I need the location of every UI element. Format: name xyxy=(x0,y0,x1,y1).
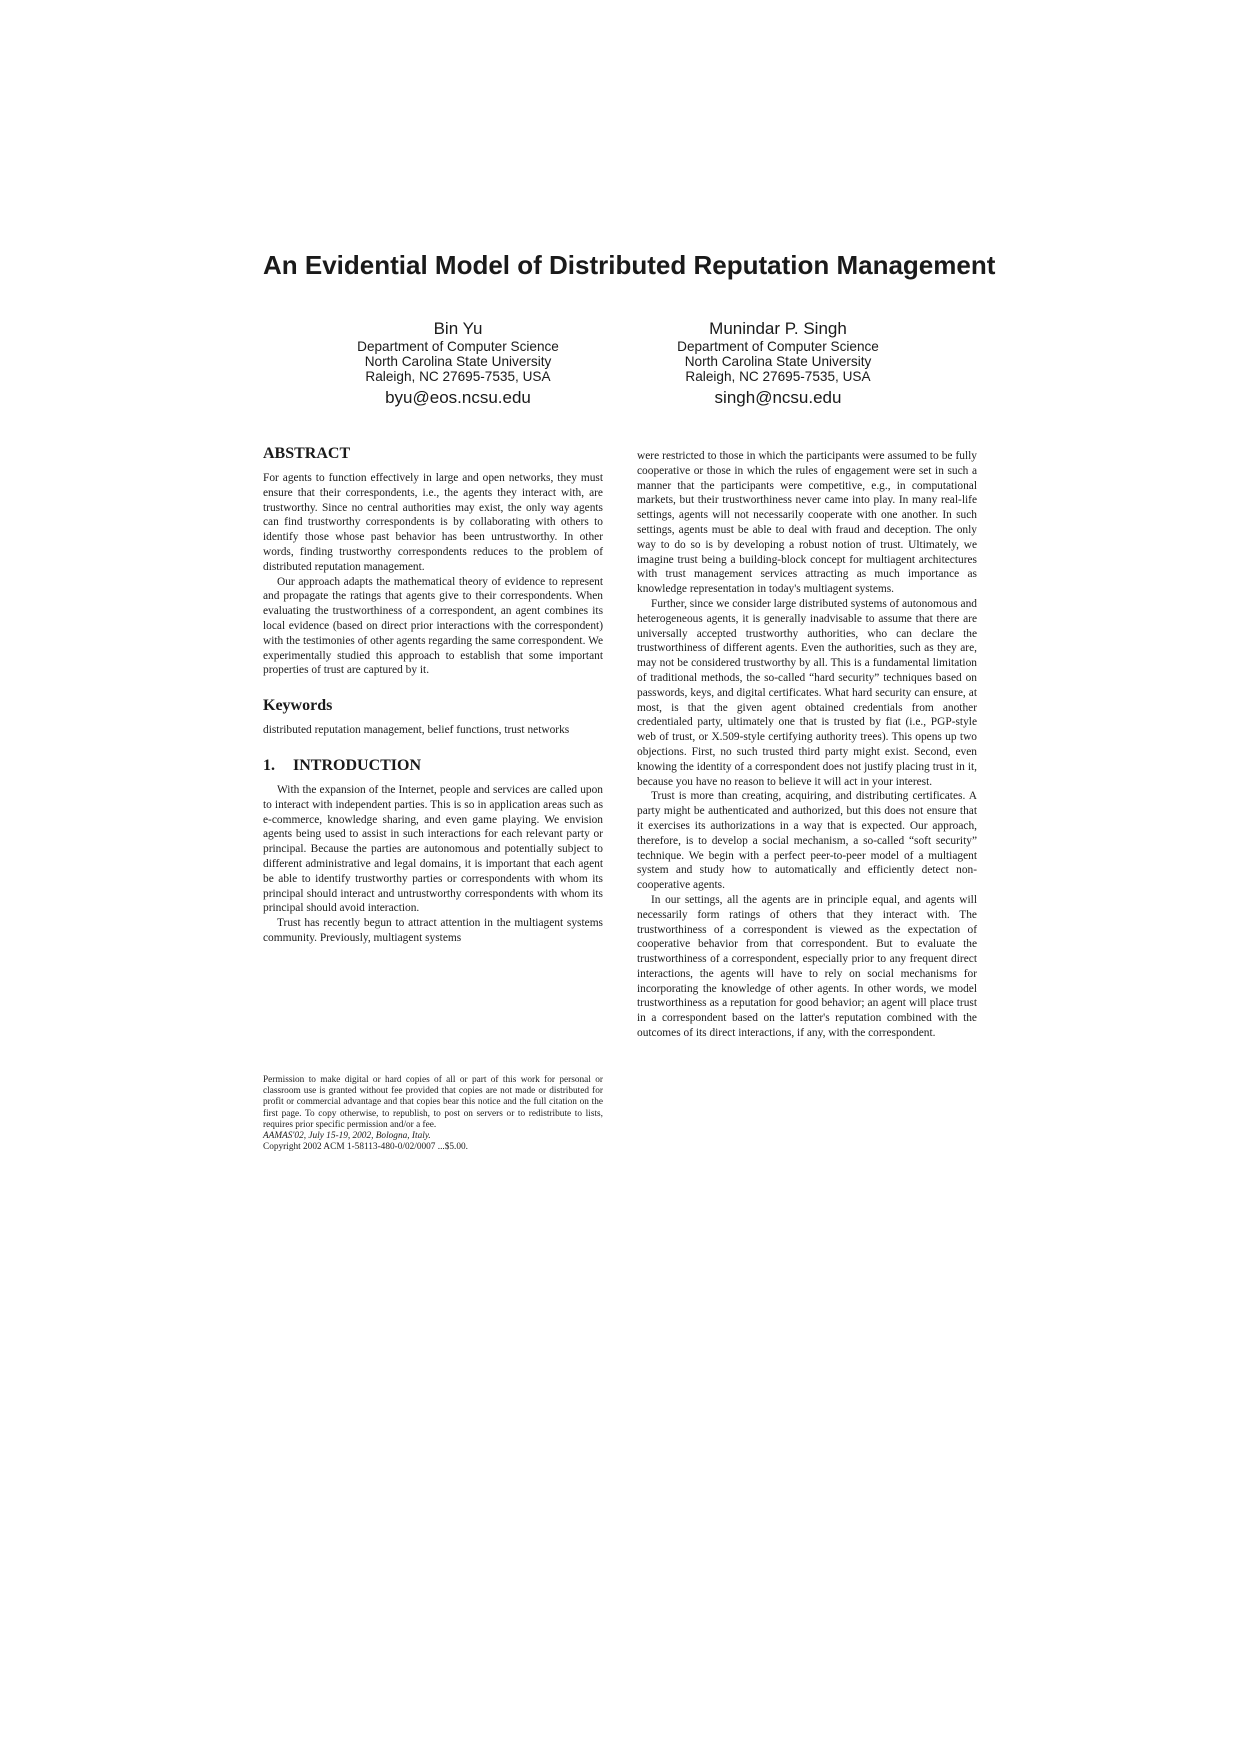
author-block-2 xyxy=(658,319,898,408)
author-department: Department of Computer Science xyxy=(357,339,559,354)
abstract-paragraph: For agents to function effectively in large and open networks, they must ensure that their correspondents, i.e., the agents they interact with, are trustworthy. Since no central authorities may exist, the only way agents can find trustworthy correspondents is by collaborating with others to identify those whose past behavior has been untrustworthy. In other words, finding trustworthy correspondents reduces to the problem of distributed reputation management. xyxy=(263,472,603,573)
paper-title: An Evidential Model of Distributed Reputation Management xyxy=(263,250,996,280)
author-address: Raleigh, NC 27695-7535, USA xyxy=(685,369,871,384)
section-number: 1. xyxy=(263,756,275,774)
author-email: singh@ncsu.edu xyxy=(714,388,842,407)
body-paragraph: In our settings, all the agents are in principle equal, and agents will necessarily form ratings of others that they interact with. The trustworthiness of a correspondent is viewed as the expectation of cooperative behavior from that correspondent. But to evaluate the trustworthiness of a correspondent, especially prior to any frequent direct interactions, the agents will have to rely on social mechanisms for incorporating the knowledge of other agents. In other words, we model trustworthiness as a reputation for good behavior; an agent will place trust in a correspondent based on the latter's reputation combined with the outcomes of its direct interactions, if any, with the correspondent. xyxy=(637,893,977,1040)
author-university: North Carolina State University xyxy=(684,354,872,369)
author-university: North Carolina State University xyxy=(364,354,552,369)
author-name: Munindar P. Singh xyxy=(709,319,847,338)
abstract-heading: ABSTRACT xyxy=(263,445,351,462)
permission-text: Permission to make digital or hard copies of all or part of this work for personal or classroom use is granted without fee provided that copies are not made or distributed for profit or commercial advantage and that copies bear this notice and the full citation on the first page. To copy otherwise, to republish, to post on servers or to redistribute to lists, requires prior specific permission and/or a fee. xyxy=(263,1075,603,1130)
introduction-heading xyxy=(263,756,603,776)
introduction-paragraph: Trust has recently begun to attract attention in the multiagent systems community. Previously, multiagent systems xyxy=(263,917,603,944)
conference-info: AAMAS'02, July 15-19, 2002, Bologna, Italy. xyxy=(263,1131,431,1142)
section-title: INTRODUCTION xyxy=(293,756,422,774)
author-email: byu@eos.ncsu.edu xyxy=(385,388,531,407)
keywords-heading: Keywords xyxy=(263,697,333,715)
body-paragraph: Further, since we consider large distributed systems of autonomous and heterogeneous agents, it is generally inadvisable to assume that there are universally accepted trustworthy authorities, who can declare the trustworthiness of different agents. Even the authorities, such as they are, may not be considered trustworthy by all. This is a fundamental limitation of traditional methods, the so-called “hard security” techniques based on passwords, keys, and digital certificates. What hard security can ensure, at most, is that the given agent obtained credentials from another credentialed party, ultimately one that is trusted by fiat (i.e., PGP-style web of trust, or X.509-style certifying authority trees). This opens up two objections. First, no such trusted third party might exist. Second, even knowing the identity of a correspondent does not justify placing trust in it, because you have no reason to believe it will act in your interest. xyxy=(637,597,977,788)
right-column xyxy=(637,449,977,1041)
abstract-paragraph: Our approach adapts the mathematical theory of evidence to represent and propagate the ratings that agents give to their correspondents. When evaluating the trustworthiness of a correspondent, an agent combines its local evidence (based on direct prior interactions with the correspondent) with the testimonies of other agents regarding the same correspondent. We experimentally studied this approach to establish that some important properties of trust are captured by it. xyxy=(263,575,603,677)
introduction-paragraph: With the expansion of the Internet, people and services are called upon to interact with independent parties. This is so in application areas such as e-commerce, knowledge sharing, and even game playing. We envision agents being used to assist in such interactions for each relevant party or principal. Because the parties are autonomous and potentially subject to different administrative and legal domains, it is important that each agent be able to identify trustworthy parties or correspondents with whom its principal should interact and untrustworthy correspondents with whom its principal should avoid interaction. xyxy=(263,783,603,915)
author-block-1 xyxy=(338,319,578,408)
author-address: Raleigh, NC 27695-7535, USA xyxy=(365,369,551,384)
copyright-line: Copyright 2002 ACM 1-58113-480-0/02/0007 ...$5.00. xyxy=(263,1142,468,1153)
body-paragraph: Trust is more than creating, acquiring, and distributing certificates. A party might be authenticated and authorized, but this does not ensure that it exercises its authorizations in a way that is expected. Our approach, therefore, is to develop a social mechanism, a so-called “soft security” technique. We begin with a perfect peer-to-peer model of a multiagent system and study how to automatically and efficiently detect non-cooperative agents. xyxy=(637,790,977,892)
left-column xyxy=(263,444,603,946)
keywords-text: distributed reputation management, belief functions, trust networks xyxy=(263,724,570,737)
author-name: Bin Yu xyxy=(433,319,483,338)
author-department: Department of Computer Science xyxy=(677,339,879,354)
permission-notice xyxy=(263,1075,603,1153)
body-paragraph: were restricted to those in which the participants were assumed to be fully cooperative or those in which the rules of engagement were set in such a manner that the participants were competitive, e.g., in computational markets, but their trustworthiness never came into play. In many real-life settings, agents will not necessarily cooperate with one another. In such settings, agents must be able to deal with fraud and deception. The only way to do so is by developing a robust notion of trust. Ultimately, we imagine trust being a building-block concept for multiagent architectures with trust management services attracting as much importance as knowledge representation in today's multiagent systems. xyxy=(637,450,977,596)
